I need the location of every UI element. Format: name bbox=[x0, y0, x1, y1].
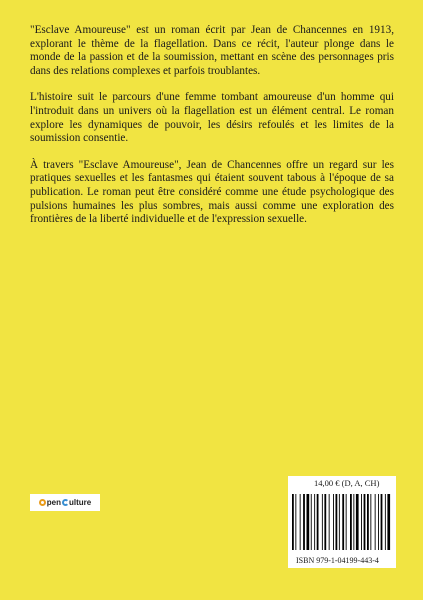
logo-text-ulture: ulture bbox=[69, 498, 92, 507]
barcode-icon bbox=[292, 494, 392, 550]
blurb-paragraph-2: L'histoire suit le parcours d'une femme tombant amoureuse d'un homme qui l'introduit dans un univers où la flagellation est un élément central. Le roman explore les dynamiques de pouvoir, les désirs refoulés et les limites de la soumission consentie. bbox=[30, 91, 394, 145]
logo-c-icon bbox=[62, 499, 69, 506]
blurb-paragraph-3: À travers "Esclave Amoureuse", Jean de Chancennes offre un regard sur les pratiques sexuelles et les fantasmes qui étaient souvent tabous à l'époque de sa publication. Le roman peut être considéré comme une étude psychologique des pulsions humaines les plus sombres, mais aussi comme une exploration des frontières de la liberté individuelle et de l'expression sexuelle. bbox=[30, 158, 394, 226]
back-cover-blurb bbox=[30, 24, 394, 240]
logo-o-icon bbox=[39, 499, 46, 506]
price-label: 14,00 € (D, A, CH) bbox=[314, 478, 380, 488]
blurb-paragraph-1: "Esclave Amoureuse" est un roman écrit par Jean de Chancennes en 1913, explorant le thème de la flagellation. Dans ce récit, l'auteur plonge dans le monde de la passion et de la soumission, mettant en scène des personnages pris dans des relations complexes et parfois troublantes. bbox=[30, 24, 394, 77]
openculture-logo bbox=[30, 494, 100, 511]
logo-text-pen: pen bbox=[46, 498, 61, 507]
isbn-label: ISBN 979-1-04199-443-4 bbox=[296, 556, 379, 565]
